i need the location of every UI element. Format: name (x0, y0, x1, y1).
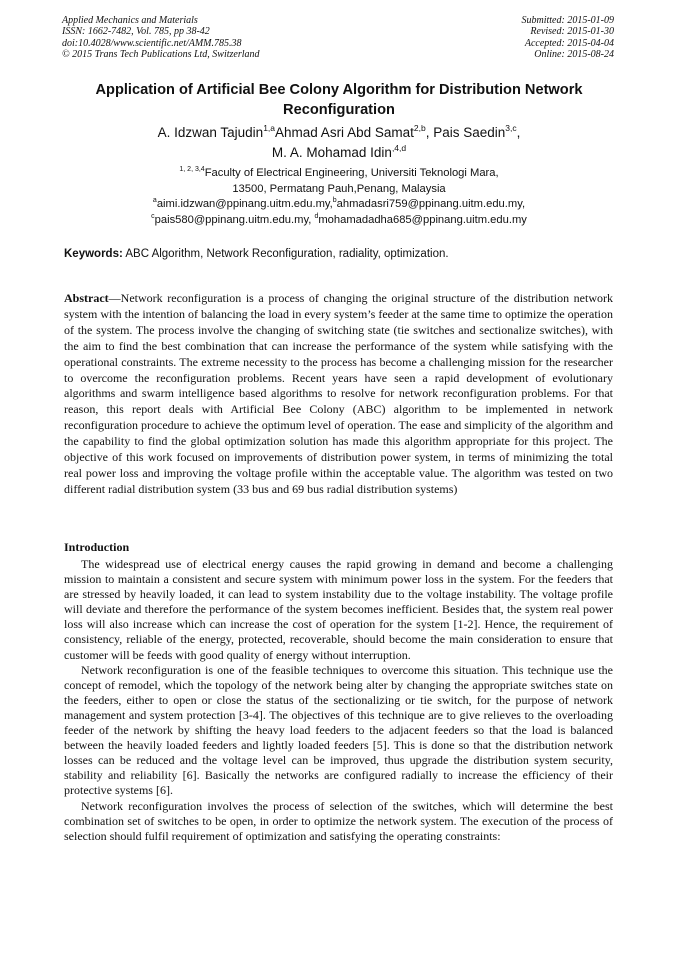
author-4-marker: ,4,d (391, 143, 407, 153)
keywords-text: ABC Algorithm, Network Reconfiguration, radiality, optimization. (122, 248, 449, 260)
journal-copyright: © 2015 Trans Tech Publications Ltd, Switzerland (62, 48, 260, 60)
introduction-body (64, 557, 613, 844)
author-4: M. A. Mohamad Idin (271, 145, 392, 160)
email-line-1 (40, 197, 638, 213)
author-1: A. Idzwan Tajudin (157, 125, 264, 140)
abstract (64, 291, 613, 498)
introduction-paragraph-1: The widespread use of electrical energy causes the rapid growing in demand and become a challenging mission to maintain a consistent and secure system with minimum power loss in the system. For the feeders that are stressed by heavily loaded, it can lead to system instability due to the voltage instability. The voltage profile will deviate and therefore the performance of the system becomes inefficient. Besides that, the system real power loss will also increase which can increase the cost of operation for the system [1-2]. Hence, the requirement of consistency, reliable of the energy, protected, recoverable, should become the main consideration to ensure that customer will be feeds with good quality of energy without interruption. (64, 557, 613, 662)
journal-issn: ISSN: 1662-7482, Vol. 785, pp 38-42 (62, 26, 210, 38)
title-line-2: Reconfiguration (283, 102, 395, 118)
author-3: , Pais Saedin (425, 125, 506, 140)
affiliation-line-1 (40, 166, 638, 182)
introduction-paragraph-3: Network reconfiguration involves the process of selection of the switches, which will determine the best combination set of switches to be open, in order to optimize the network system. The execution of the process of selection should fulfil requirement of optimization and satisfying the operating constraints: (64, 798, 613, 843)
author-2: Ahmad Asri Abd Samat (275, 125, 414, 140)
section-heading-introduction: Introduction (64, 540, 130, 554)
abstract-label: Abstract (64, 291, 109, 305)
author-list (40, 123, 638, 163)
author-3-marker: 3,c (505, 123, 517, 133)
affiliation-marker: 1, 2, 3,4 (179, 166, 205, 173)
date-online: Online: 2015-08-24 (534, 48, 614, 60)
email-c: pais580@ppinang.uitm.edu.my, (154, 213, 315, 226)
affiliation-faculty: Faculty of Electrical Engineering, Universiti Teknologi Mara, (204, 167, 499, 179)
author-2-marker: 2,b (413, 123, 426, 133)
email-line-2 (40, 213, 638, 229)
submission-dates (522, 15, 615, 60)
date-revised: Revised: 2015-01-30 (530, 26, 614, 38)
affiliation-block (40, 166, 638, 228)
journal-info (62, 15, 260, 60)
author-separator: , (516, 125, 521, 140)
authors-line-1 (40, 123, 638, 143)
journal-doi: doi:10.4028/www.scientific.net/AMM.785.38 (62, 37, 242, 49)
email-a-marker: a (152, 197, 157, 204)
keywords (64, 247, 624, 261)
email-b-marker: b (332, 197, 337, 204)
email-d-marker: d (314, 212, 319, 220)
title-line-1: Application of Artificial Bee Colony Algorithm for Distribution Network (95, 82, 583, 98)
journal-name: Applied Mechanics and Materials (62, 15, 198, 26)
email-c-marker: c (151, 212, 155, 220)
paper-title (40, 80, 638, 120)
keywords-label: Keywords: (64, 248, 123, 260)
author-1-marker: 1,a (263, 123, 276, 133)
email-b: ahmadasri759@ppinang.uitm.edu.my, (336, 198, 526, 210)
date-submitted: Submitted: 2015-01-09 (521, 15, 614, 26)
email-a: aimi.idzwan@ppinang.uitm.edu.my, (156, 198, 333, 210)
affiliation-address: 13500, Permatang Pauh,Penang, Malaysia (232, 182, 446, 195)
abstract-text: —Network reconfiguration is a process of changing the original structure of the distribution network system with the intention of balancing the load in every system’s feeder at the same time to optimize the operation of the system. The process involve the changing of switching state (tie switches and sectionalize switches), with the aim to find the best combination that can increase the performance of the system while satisfying with the operational constraints. The extreme necessity to the process has become a challenging mission for the researcher to overcome the reconfiguration problems. Recent years have seen a rapid development of evolutionary algorithms and swarm intelligence based algorithms to resolve for network reconfiguration problems. For that reason, this report deals with Artificial Bee Colony (ABC) algorithm to be implemented in network reconfiguration procedure to achieve the optimum level of operation. The ease and simplicity of the algorithm and the capability to find the global optimization solution has made this algorithm appropriate for this project. The objective of this work focused on improvements of distribution power system, in terms of minimizing the total real power loss and improving the voltage profile within the acceptable value. The algorithm was tested on two different radial distribution system (33 bus and 69 bus radial distribution systems) (64, 291, 613, 496)
authors-line-2 (40, 143, 638, 163)
email-d: mohamadadha685@ppinang.uitm.edu.my (318, 213, 527, 226)
introduction-paragraph-2: Network reconfiguration is one of the feasible techniques to overcome this situation. This technique use the concept of remodel, which the topology of the network being alter by changing the appropriate switches state on the feeders, either to open or close the status of the sectionalizing or tie switch, for the purpose of network management and system protection [3-4]. The objectives of this technique are to give relieves to the overloading feeder of the network by shifting the heavy load feeders to the adjacent feeders so that the load is balanced between the heavily loaded feeders and lightly loaded feeders [5]. This is done so that the distribution network losses can be reduced and the voltage level can be improved, thus upgrade the distribution system security, stability and reliability [6]. Basically the networks are configured radially to increase the efficiency of their protective systems [6]. (64, 662, 613, 798)
date-accepted: Accepted: 2015-04-04 (524, 37, 614, 49)
